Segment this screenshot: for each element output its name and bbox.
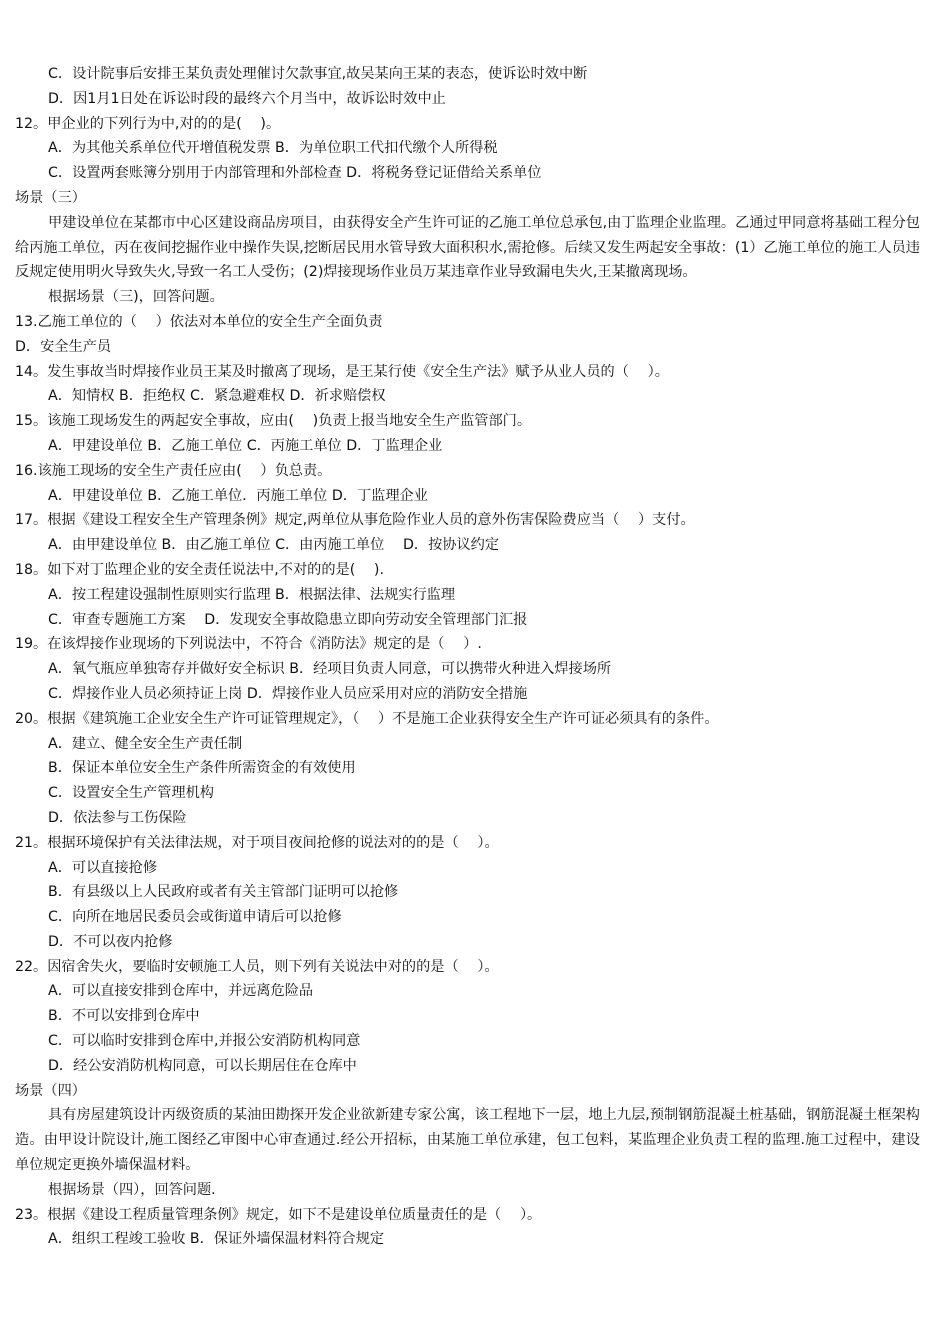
answer-option-line: C．焊接作业人员必须持证上岗 D．焊接作业人员应采用对应的消防安全措施	[48, 685, 528, 702]
answer-option-line: D．不可以夜内抢修	[48, 933, 173, 950]
question-line: 场景（三）	[15, 189, 86, 206]
answer-option-line: A．知情权 B．拒绝权 C．紧急避难权 D．祈求赔偿权	[48, 388, 386, 405]
scenario-paragraph: 甲建设单位在某都市中心区建设商品房项目，由获得安全产生许可证的乙施工单位总承包,由丁监理企业监理。乙通过甲同意将基础工程分包给丙施工单位，丙在夜间挖掘作业中操作失误,挖断居民用水管导致大面积积水,需抢修。后续又发生两起安全事故：(1）乙施工单位的施工人员违反规定使用明火导致失火,导致一名工人受伤；(2)焊接现场作业员万某违章作业导致漏电失火,王某撤离现场。	[15, 214, 920, 281]
answer-option-line: B．不可以安排到仓库中	[48, 1008, 200, 1025]
question-line: 15。该施工现场发生的两起安全事故，应由( )负责上报当地安全生产监管部门。	[15, 413, 532, 430]
question-line: 12。甲企业的下列行为中,对的的是( )。	[15, 115, 281, 132]
question-line: 场景（四）	[15, 1082, 86, 1099]
scenario-paragraph: 具有房屋建筑设计丙级资质的某油田勘探开发企业欲新建专家公寓，该工程地下一层，地上九层,预制钢筋混凝土桩基础，钢筋混凝土框架构造。由甲设计院设计,施工图经乙审图中心审查通过.经公开招标，由某施工单位承建，包工包料，某监理企业负责工程的监理.施工过程中，建设单位规定更换外墙保温材料。	[15, 1107, 920, 1174]
answer-option-line: D．依法参与工伤保险	[48, 809, 187, 826]
answer-option-line: C．审查专题施工方案 D．发现安全事故隐患立即向劳动安全管理部门汇报	[48, 611, 528, 628]
question-line: 19。在该焊接作业现场的下列说法中，不符合《消防法》规定的是（ ）.	[15, 636, 482, 653]
question-line: 23。根据《建设工程质量管理条例》规定，如下不是建设单位质量责任的是（ ）。	[15, 1206, 542, 1223]
answer-option-line: C．设置安全生产管理机构	[48, 785, 214, 802]
question-line: 13.乙施工单位的（ ）依法对本单位的安全生产全面负责	[15, 313, 383, 330]
question-line: 22。因宿舍失火，要临时安顿施工人员，则下列有关说法中对的的是（ ）。	[15, 958, 499, 975]
question-line: 18。如下对丁监理企业的安全责任说法中,不对的的是( ).	[15, 561, 384, 578]
answer-option-line: C．向所在地居民委员会或街道申请后可以抢修	[48, 909, 342, 926]
answer-option-line: A．可以直接抢修	[48, 859, 158, 876]
answer-option-line: A．按工程建设强制性原则实行监理 B．根据法律、法规实行监理	[48, 586, 456, 603]
answer-option-line: A．甲建设单位 B．乙施工单位 C．丙施工单位 D．丁监理企业	[48, 437, 443, 454]
question-line: 17。根据《建设工程安全生产管理条例》规定,两单位从事危险作业人员的意外伤害保险费应当（ ）支付。	[15, 512, 695, 529]
question-line: 16.该施工现场的安全生产责任应由( ）负总责。	[15, 462, 332, 479]
answer-option-line: A．组织工程竣工验收 B．保证外墙保温材料符合规定	[48, 1231, 385, 1248]
answer-option-line: C．可以临时安排到仓库中,并报公安消防机构同意	[48, 1033, 361, 1050]
answer-option-line: D．经公安消防机构同意，可以长期居住在仓库中	[48, 1057, 357, 1074]
question-line: 20。根据《建筑施工企业安全生产许可证管理规定》，（ ）不是施工企业获得安全生产许可证必须具有的条件。	[15, 710, 719, 727]
answer-option-line: 根据场景（四），回答问题.	[48, 1181, 216, 1198]
answer-option-line: B．保证本单位安全生产条件所需资金的有效使用	[48, 760, 356, 777]
question-line: D．安全生产员	[15, 338, 112, 355]
answer-option-line: A．由甲建设单位 B．由乙施工单位 C．由丙施工单位 D．按协议约定	[48, 537, 500, 554]
answer-option-line: C．设置两套账簿分别用于内部管理和外部检查 D．将税务登记证借给关系单位	[48, 165, 542, 182]
answer-option-line: A．氧气瓶应单独寄存并做好安全标识 B．经项目负责人同意，可以携带火种进入焊接场所	[48, 661, 612, 678]
answer-option-line: B．有县级以上人民政府或者有关主管部门证明可以抢修	[48, 884, 399, 901]
question-line: 21。根据环境保护有关法律法规，对于项目夜间抢修的说法对的的是（ ）。	[15, 834, 499, 851]
answer-option-line: C．设计院事后安排王某负责处理催讨欠款事宜,故吴某向王某的表态，使诉讼时效中断	[48, 66, 588, 82]
question-line: 14。发生事故当时焊接作业员王某及时撤离了现场，是王某行使《安全生产法》赋予从业人员的（ ）。	[15, 363, 669, 380]
answer-option-line: A．建立、健全安全生产责任制	[48, 735, 243, 752]
answer-option-line: A．为其他关系单位代开增值税发票 B．为单位职工代扣代缴个人所得税	[48, 140, 498, 157]
answer-option-line: A．甲建设单位 B．乙施工单位．丙施工单位 D．丁监理企业	[48, 487, 428, 504]
answer-option-line: A．可以直接安排到仓库中，并远离危险品	[48, 983, 314, 1000]
answer-option-line: 根据场景（三)，回答问题。	[48, 289, 224, 306]
answer-option-line: D．因1月1日处在诉讼时段的最终六个月当中，故诉讼时效中止	[48, 90, 446, 107]
